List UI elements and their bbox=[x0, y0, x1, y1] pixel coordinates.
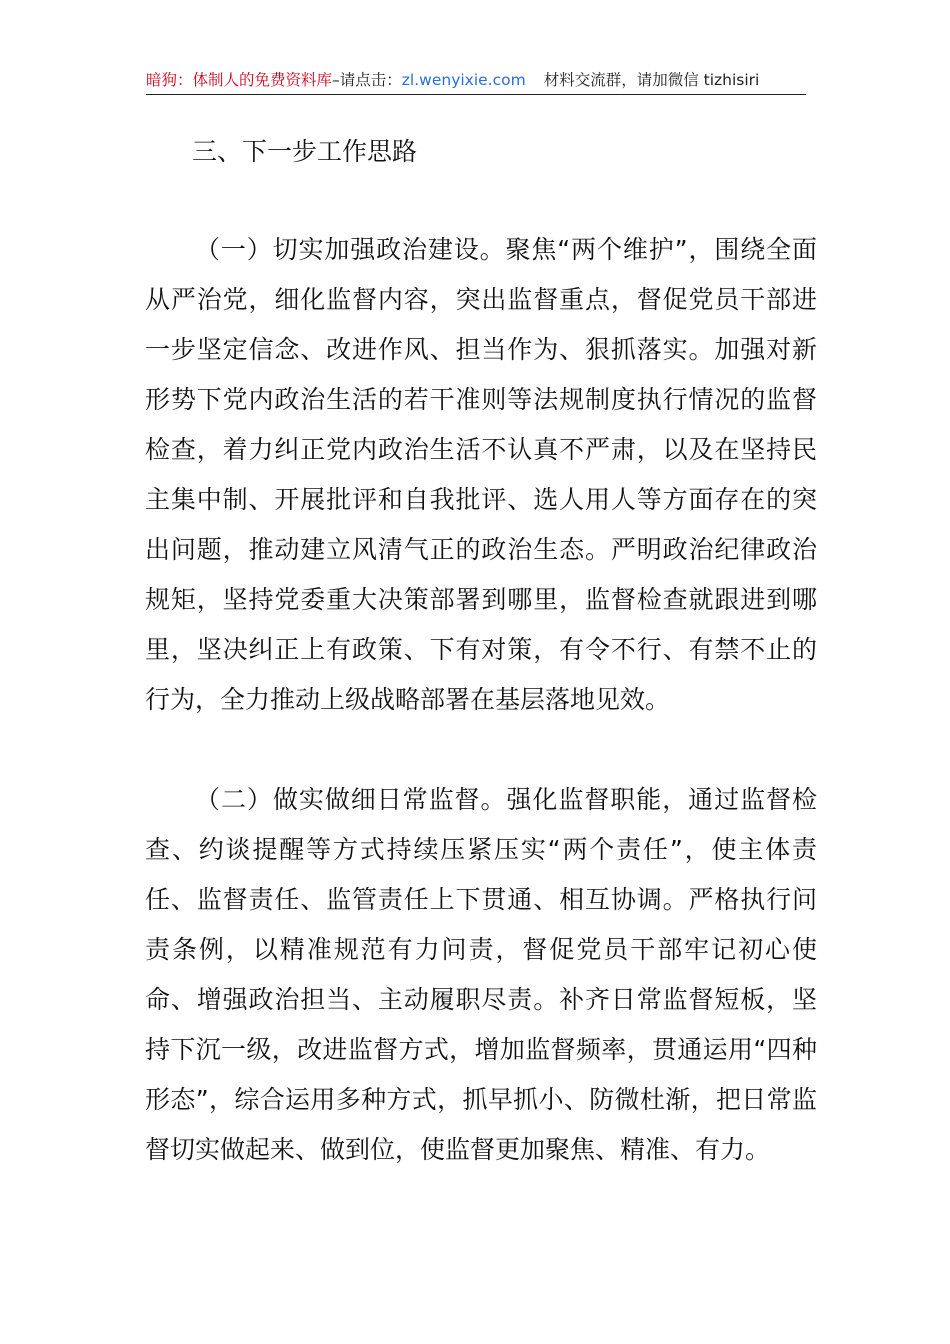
section-heading: 三、下一步工作思路 bbox=[192, 137, 418, 166]
header-link[interactable]: zl.wenyixie.com bbox=[401, 71, 526, 89]
paragraph-daily-supervision: （二）做实做细日常监督。强化监督职能，通过监督检查、约谈提醒等方式持续压紧压实“两个责任”，使主体责任、监督责任、监管责任上下贯通、相互协调。严格执行问责条例，以精准规范有力问责，督促党员干部牢记初心使命、增强政治担当、主动履职尽责。补齐日常监督短板，坚持下沉一级，改进监督方式，增加监督频率，贯通运用“四种形态”，综合运用多种方式，抓早抓小、防微杜渐，把日常监督切实做起来、做到位，使监督更加聚焦、精准、有力。 bbox=[145, 785, 817, 1164]
paragraph-political-building: （一）切实加强政治建设。聚焦“两个维护”，围绕全面从严治党，细化监督内容，突出监督重点，督促党员干部进一步坚定信念、改进作风、担当作为、狠抓落实。加强对新形势下党内政治生活的若干准则等法规制度执行情况的监督检查，着力纠正党内政治生活不认真不严肃，以及在坚持民主集中制、开展批评和自我批评、选人用人等方面存在的突出问题，推动建立风清气正的政治生态。严明政治纪律政治规矩，坚持党委重大决策部署到哪里，监督检查就跟进到哪里，坚决纠正上有政策、下有对策，有令不行、有禁不止的行为，全力推动上级战略部署在基层落地见效。 bbox=[145, 235, 817, 714]
header-brand: 暗狗：体制人的免费资料库 bbox=[146, 71, 333, 89]
page-header bbox=[146, 68, 806, 95]
header-contact: 材料交流群，请加微信 tizhisiri bbox=[543, 71, 760, 89]
header-prompt: –请点击： bbox=[332, 71, 402, 89]
